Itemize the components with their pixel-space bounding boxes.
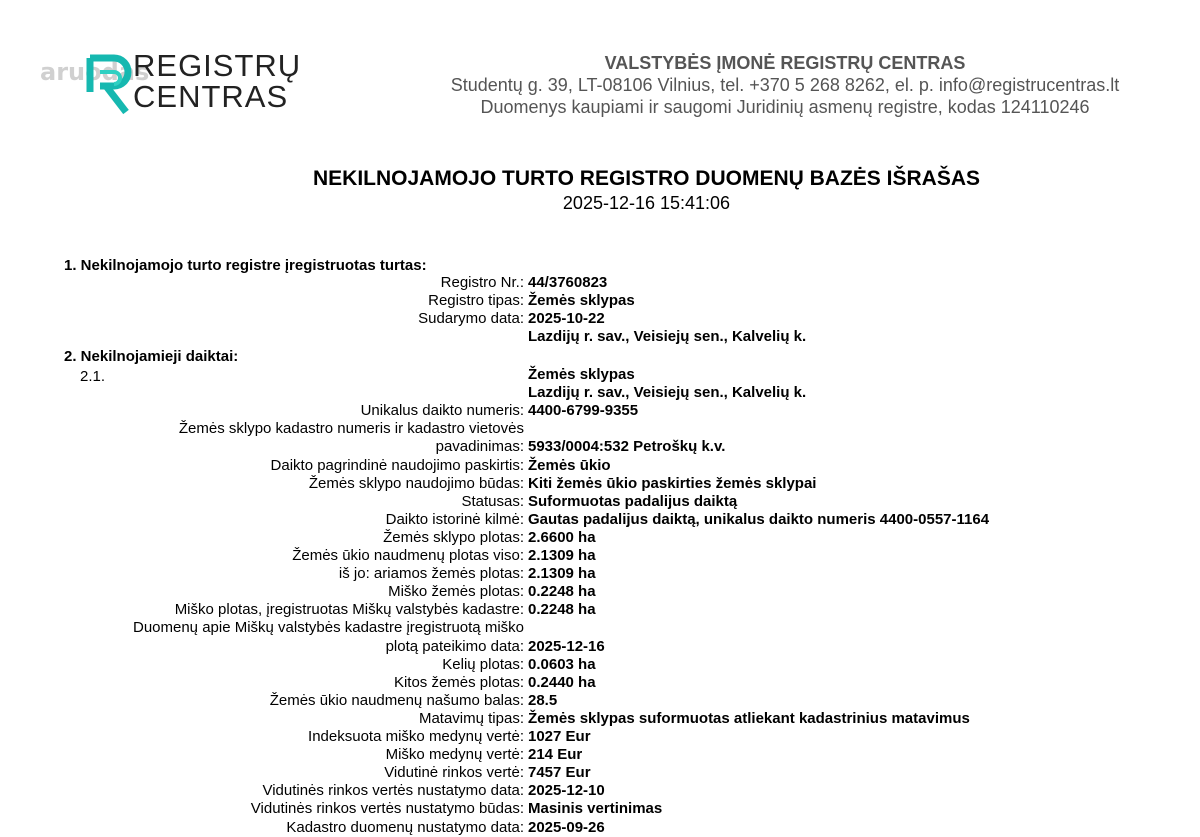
field-label: Vidutinės rinkos vertės nustatymo būdas: — [250, 800, 524, 818]
field-value: Kiti žemės ūkio paskirties žemės sklypai — [528, 474, 817, 492]
watermark-text: aruodas — [40, 58, 150, 86]
rc-logo-icon — [86, 52, 136, 116]
section-1-heading: 1. Nekilnojamojo turto registre įregistruotas turtas: — [64, 257, 427, 274]
section-2-heading: 2. Nekilnojamieji daiktai: — [64, 348, 239, 365]
record-row — [0, 619, 1200, 637]
record-row — [0, 728, 1200, 746]
record-row — [0, 292, 1200, 310]
field-label: Vidutinės rinkos vertės nustatymo data: — [262, 782, 524, 800]
record-row — [0, 764, 1200, 782]
field-value: 1027 Eur — [528, 728, 591, 745]
field-value: 2.1309 ha — [528, 547, 596, 564]
field-value: 2025-12-10 — [528, 782, 605, 800]
field-label: Kadastro duomenų nustatymo data: — [286, 818, 524, 836]
field-label: Žemės sklypo plotas: — [383, 528, 524, 546]
field-value: 0.2440 ha — [528, 673, 596, 691]
field-label: Matavimų tipas: — [418, 709, 524, 727]
record-row — [0, 692, 1200, 710]
record-row — [0, 420, 1200, 438]
field-label: pavadinimas: — [435, 438, 524, 456]
field-value: 0.2248 ha — [528, 583, 596, 601]
field-value: Žemės ūkio — [528, 456, 611, 474]
field-label: iš jo: ariamos žemės plotas: — [338, 565, 524, 583]
record-row — [0, 601, 1200, 619]
record-row — [0, 819, 1200, 837]
record-row — [0, 674, 1200, 692]
item-number: 2.1. — [80, 368, 106, 385]
record-row — [0, 402, 1200, 420]
field-label: Statusas: — [461, 492, 524, 510]
logo-line2: CENTRAS — [133, 79, 289, 114]
registry-info: Duomenys kaupiami ir saugomi Juridinių asmenų registre, kodas 124110246 — [480, 97, 1090, 117]
field-label: Žemės ūkio naudmenų plotas viso: — [292, 547, 524, 564]
field-value: Lazdijų r. sav., Veisiejų sen., Kalvelių k. — [528, 328, 807, 346]
field-value: 4400-6799-9355 — [528, 402, 639, 420]
record-row — [0, 800, 1200, 818]
record-row — [0, 746, 1200, 764]
field-label: Registro tipas: — [428, 292, 524, 310]
organization-name: VALSTYBĖS ĮMONĖ REGISTRŲ CENTRAS — [604, 53, 966, 73]
field-label: Registro Nr.: — [440, 274, 524, 291]
field-label: Duomenų apie Miškų valstybės kadastre įregistruotą miško — [132, 619, 524, 637]
document-datetime: 2025-12-16 15:41:06 — [562, 193, 731, 213]
field-label: Kelių plotas: — [442, 655, 524, 673]
field-value: 44/3760823 — [528, 274, 608, 291]
logo-line1: REGISTRŲ — [133, 48, 302, 83]
record-row — [0, 547, 1200, 565]
field-label: Žemės sklypo kadastro numeris ir kadastro vietovės — [178, 420, 524, 438]
record-row — [0, 638, 1200, 656]
field-label: Daikto istorinė kilmė: — [385, 510, 524, 528]
field-value: Masinis vertinimas — [528, 800, 663, 818]
document-title: NEKILNOJAMOJO TURTO REGISTRO DUOMENŲ BAZĖS IŠRAŠAS — [313, 167, 980, 190]
record-row — [0, 529, 1200, 547]
record-row — [0, 274, 1200, 292]
field-label: Vidutinė rinkos vertė: — [384, 764, 524, 782]
record-row — [0, 583, 1200, 601]
field-value: 2.1309 ha — [528, 565, 596, 583]
record-row — [0, 366, 1200, 384]
field-value: 28.5 — [528, 691, 558, 709]
field-value: 2025-09-26 — [528, 818, 605, 836]
record-row — [0, 475, 1200, 493]
field-value: 0.2248 ha — [528, 601, 596, 619]
field-value: Žemės sklypas — [528, 366, 635, 383]
record-row — [0, 438, 1200, 456]
field-value: Gautas padalijus daiktą, unikalus daikto numeris 4400-0557-1164 — [528, 510, 990, 528]
field-value: 5933/0004:532 Petroškų k.v. — [528, 438, 726, 456]
field-label: plotą pateikimo data: — [385, 637, 524, 655]
field-value: Lazdijų r. sav., Veisiejų sen., Kalvelių k. — [528, 384, 807, 402]
field-label: Indeksuota miško medynų vertė: — [308, 728, 524, 745]
field-label: Žemės sklypo naudojimo būdas: — [308, 474, 524, 492]
registru-centras-logo — [86, 48, 302, 120]
record-row — [0, 511, 1200, 529]
record-row — [0, 710, 1200, 728]
field-label: Daikto pagrindinė naudojimo paskirtis: — [270, 456, 524, 474]
record-row — [0, 493, 1200, 511]
field-label: Unikalus daikto numeris: — [360, 402, 524, 420]
field-value: 2025-10-22 — [528, 310, 605, 328]
field-value: Žemės sklypas suformuotas atliekant kadastrinius matavimus — [528, 709, 970, 727]
record-row — [0, 310, 1200, 328]
field-value: 7457 Eur — [528, 764, 591, 782]
record-row — [0, 384, 1200, 402]
field-label: Miško plotas, įregistruotas Miškų valstybės kadastre: — [174, 601, 524, 619]
field-value: Suformuotas padalijus daiktą — [528, 492, 738, 510]
record-row — [0, 656, 1200, 674]
field-value: 214 Eur — [528, 746, 583, 764]
field-label: Žemės ūkio naudmenų našumo balas: — [269, 691, 524, 709]
field-value: 2025-12-16 — [528, 637, 605, 655]
record-row — [0, 565, 1200, 583]
field-label: Kitos žemės plotas: — [393, 673, 524, 691]
field-label: Sudarymo data: — [418, 310, 524, 328]
field-value: Žemės sklypas — [528, 292, 635, 310]
record-row — [0, 328, 1200, 346]
record-row — [0, 782, 1200, 800]
field-value: 0.0603 ha — [528, 655, 596, 673]
field-value: 2.6600 ha — [528, 528, 596, 546]
field-label: Miško medynų vertė: — [385, 746, 524, 764]
organization-address: Studentų g. 39, LT-08106 Vilnius, tel. +370 5 268 8262, el. p. info@registrucentras.lt — [450, 75, 1120, 95]
record-row — [0, 457, 1200, 475]
field-label: Miško žemės plotas: — [388, 583, 524, 601]
